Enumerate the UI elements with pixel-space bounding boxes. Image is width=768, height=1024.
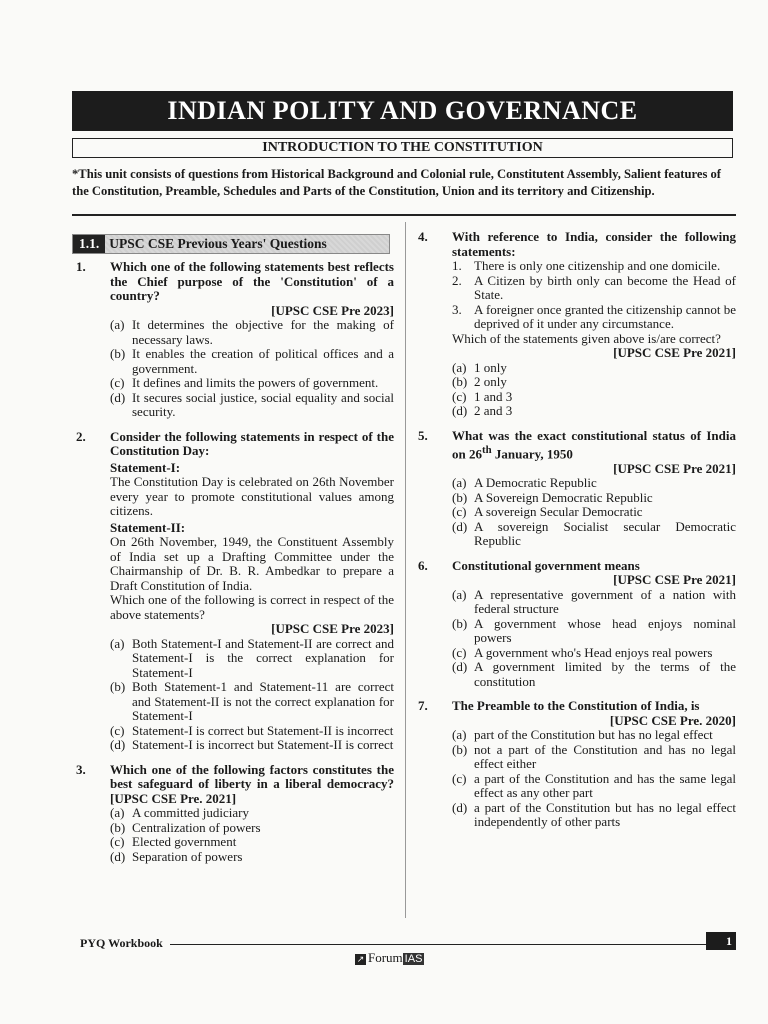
statement-text: On 26th November, 1949, the Constituent Assembly of India set up a Drafting Committee under the Chairmanship of Dr. B. R. Ambedkar to prepare a Draft Constitution of India. — [110, 534, 394, 593]
arrow-logo-icon: ↗ — [356, 953, 365, 964]
option-text: A sovereign Secular Democratic — [474, 504, 643, 520]
question-text-part: January, 1950 — [491, 446, 573, 462]
option-text: 1 and 3 — [474, 388, 513, 404]
question-4 — [414, 230, 736, 419]
option — [452, 520, 736, 549]
option-text: Statement-I is incorrect but Statement-II is correct — [132, 737, 394, 752]
question-number: 6. — [418, 557, 428, 573]
ordinal-suffix: th — [481, 444, 492, 456]
option-text: It secures social justice, social equality and social security. — [132, 389, 394, 419]
option-text: not a part of the Constitution and has no legal effect either — [474, 741, 736, 772]
option — [452, 728, 736, 743]
option — [452, 505, 736, 520]
question-number: 5. — [418, 427, 428, 443]
option-text: Separation of powers — [132, 848, 243, 864]
option-label: (a) — [110, 317, 125, 332]
chapter-title: INDIAN POLITY AND GOVERNANCE — [72, 91, 733, 131]
option — [110, 347, 394, 376]
question-text: Which one of the following statements best reflects the Chief purpose of the 'Constitution' of a country? — [110, 259, 394, 303]
statement — [452, 259, 736, 274]
option — [110, 680, 394, 724]
question-text: The Preamble to the Constitution of India, is — [452, 698, 700, 714]
option — [452, 390, 736, 405]
question-text-part: What was the exact constitutional status of India on 26 — [452, 427, 736, 462]
right-column — [414, 230, 736, 840]
brand-name: Forum — [368, 950, 403, 965]
option-text: A committed judiciary — [132, 805, 249, 820]
option-text: a part of the Constitution but has no legal effect independently of other parts — [474, 799, 736, 830]
option — [452, 743, 736, 772]
question-text: Constitutional government means — [452, 557, 640, 573]
option — [110, 376, 394, 391]
option — [110, 850, 394, 865]
option-label: (d) — [110, 389, 126, 405]
option-text: 1 only — [474, 359, 507, 375]
statement-label: Statement-II: — [110, 519, 186, 535]
option-text: 2 only — [474, 374, 507, 389]
option-label: (b) — [110, 346, 126, 361]
statement-text: The Constitution Day is celebrated on 26th November every year to promote constitutional values among citizens. — [110, 474, 394, 518]
option — [110, 821, 394, 836]
question-number: 2. — [76, 428, 86, 444]
question-text: Consider the following statements in respect of the Constitution Day: — [110, 428, 394, 458]
option — [110, 835, 394, 850]
option-text: It determines the objective for the making of necessary laws. — [132, 317, 394, 347]
option — [452, 491, 736, 506]
statement-text: There is only one citizenship and one domicile. — [474, 258, 721, 273]
option-label: (d) — [110, 848, 126, 864]
option-text: A representative government of a nation with federal structure — [474, 586, 736, 617]
option-label: (b) — [452, 489, 468, 505]
option — [452, 801, 736, 830]
question-6 — [414, 559, 736, 690]
question-source: [UPSC CSE Pre 2023] — [271, 621, 394, 636]
option-label: (c) — [452, 388, 467, 404]
question-prompt: Which one of the following is correct in respect of the above statements? — [110, 592, 394, 622]
page-number: 1 — [706, 932, 736, 950]
option — [452, 476, 736, 491]
option-label: (b) — [110, 819, 126, 835]
question-source: [UPSC CSE Pre. 2020] — [609, 712, 736, 728]
option-text: It enables the creation of political offices and a government. — [132, 346, 394, 376]
question-3 — [72, 763, 394, 865]
option-label: (b) — [452, 615, 468, 631]
column-divider — [405, 222, 406, 918]
option-label: (a) — [110, 805, 125, 820]
option-label: (a) — [452, 727, 467, 743]
unit-intro: *This unit consists of questions from Historical Background and Colonial rule, Constitutent Assembly, Salient features of the Constitution, Preamble, Schedules and Parts of the Constitution, Union and its territory and Citizenship. — [72, 167, 721, 198]
option-text: Elected government — [132, 834, 237, 849]
option-label: (d) — [110, 737, 126, 752]
question-number: 3. — [76, 761, 86, 777]
option-text: It defines and limits the powers of government. — [132, 375, 379, 390]
section-number: 1.1. — [73, 235, 105, 253]
option-text: A Democratic Republic — [474, 475, 597, 491]
footer-rule — [170, 944, 706, 945]
option-label: (c) — [110, 834, 125, 849]
statement-label: Statement-I: — [110, 459, 181, 475]
footer-workbook-label: PYQ Workbook — [80, 936, 163, 950]
option-label: (b) — [452, 741, 468, 757]
option — [452, 646, 736, 661]
statement-label: 3. — [452, 301, 462, 317]
option — [452, 375, 736, 390]
option-text: A government limited by the terms of the constitution — [474, 659, 736, 689]
option — [110, 318, 394, 347]
option-label: (d) — [452, 799, 468, 815]
option-label: (a) — [452, 475, 467, 491]
section-heading — [72, 234, 390, 254]
option — [110, 724, 394, 739]
option-text: a part of the Constitution and has the same legal effect as any other part — [474, 770, 736, 801]
question-1 — [72, 260, 394, 420]
option-label: (b) — [110, 679, 126, 694]
option-label: (c) — [110, 722, 125, 738]
option-label: (c) — [452, 644, 467, 660]
option-label: (a) — [110, 635, 125, 651]
statement-label: 1. — [452, 258, 462, 273]
option — [452, 404, 736, 419]
divider — [72, 214, 736, 216]
unit-subtitle: INTRODUCTION TO THE CONSTITUTION — [72, 138, 733, 158]
question-number: 1. — [76, 259, 86, 274]
option-label: (a) — [452, 359, 467, 375]
question-text: With reference to India, consider the following statements: — [452, 229, 736, 259]
left-column — [72, 260, 394, 874]
option-text: Centralization of powers — [132, 819, 261, 835]
question-text — [452, 429, 736, 462]
option-label: (d) — [452, 518, 468, 534]
question-source: [UPSC CSE Pre 2023] — [271, 302, 394, 318]
question-number: 7. — [418, 698, 428, 714]
option-text: A sovereign Socialist secular Democratic Republic — [474, 518, 736, 549]
question-5 — [414, 429, 736, 549]
statement-text: A foreigner once granted the citizenship cannot be deprived of it under any circumstance. — [474, 301, 736, 331]
question-source: [UPSC CSE Pre 2021] — [613, 345, 736, 360]
option-text: part of the Constitution but has no legal effect — [474, 727, 713, 743]
question-prompt: Which of the statements given above is/are correct? — [452, 330, 721, 346]
brand-logo — [355, 950, 424, 966]
option-text: 2 and 3 — [474, 403, 513, 418]
question-source: [UPSC CSE Pre 2021] — [613, 572, 736, 588]
option-label: (b) — [452, 374, 468, 389]
option-text: A Sovereign Democratic Republic — [474, 489, 653, 505]
option-text: Both Statement-1 and Statement-11 are correct and Statement-II is not the correct explanation for Statement-I — [132, 679, 394, 723]
option-label: (c) — [452, 770, 467, 786]
option-label: (d) — [452, 659, 468, 675]
option — [110, 806, 394, 821]
option — [452, 361, 736, 376]
option-label: (c) — [452, 504, 467, 520]
section-title: UPSC CSE Previous Years' Questions — [109, 236, 327, 251]
question-number: 4. — [418, 229, 428, 244]
question-text: Which one of the following factors constitutes the best safeguard of liberty in a liberal democracy? [UPSC CSE Pre. 2021] — [110, 761, 394, 806]
option-text: A government whose head enjoys nominal powers — [474, 615, 736, 646]
question-7 — [414, 699, 736, 830]
option — [452, 617, 736, 646]
option — [452, 588, 736, 617]
option — [452, 660, 736, 689]
option-label: (a) — [452, 586, 467, 602]
option — [110, 391, 394, 420]
option — [110, 738, 394, 753]
statement — [452, 303, 736, 332]
option-label: (c) — [110, 375, 125, 390]
option-text: Statement-I is correct but Statement-II is incorrect — [132, 722, 394, 738]
statement — [452, 274, 736, 303]
question-source: [UPSC CSE Pre 2021] — [613, 460, 736, 476]
brand-ias: IAS — [404, 953, 423, 965]
option — [452, 772, 736, 801]
statement-label: 2. — [452, 272, 462, 288]
option-text: A government who's Head enjoys real powers — [474, 644, 713, 660]
statement-text: A Citizen by birth only can become the Head of State. — [474, 272, 736, 302]
option-label: (d) — [452, 403, 468, 418]
question-2 — [72, 430, 394, 753]
option-text: Both Statement-I and Statement-II are correct and Statement-I is the correct explanation for Statement-I — [132, 635, 394, 680]
option — [110, 637, 394, 681]
